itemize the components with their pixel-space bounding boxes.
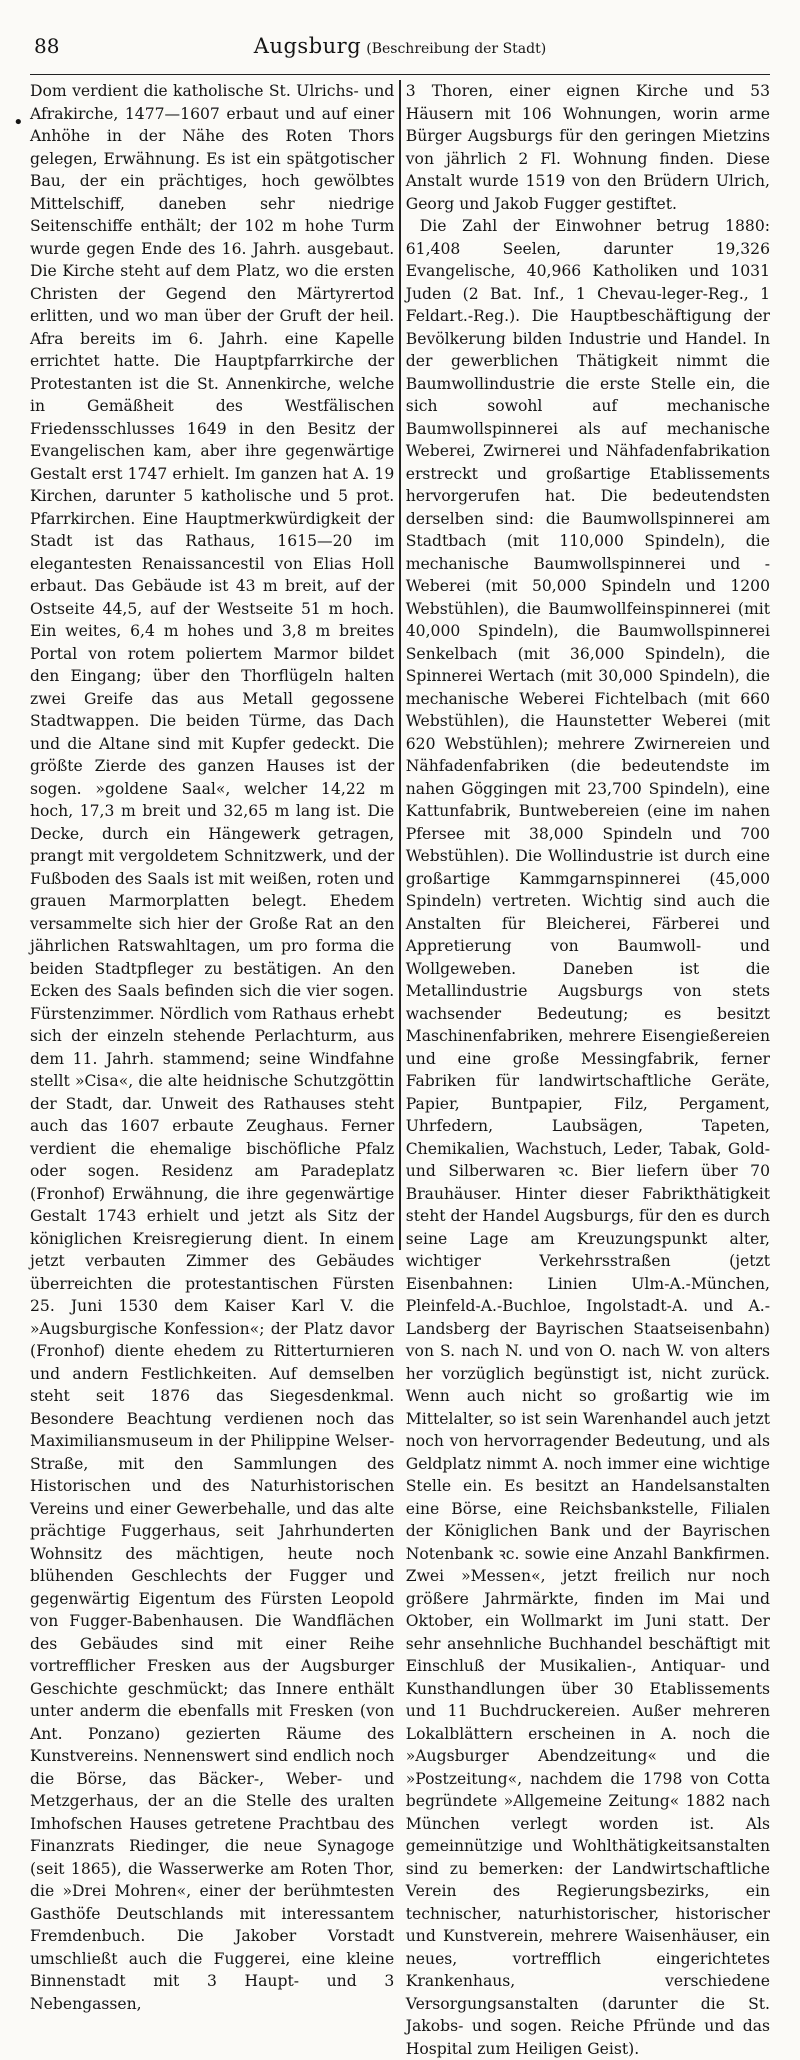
column-right-paragraph: Die Zahl der Einwohner betrug 1880: 61,408 Seelen, darunter 19,326 Evangelische, 40,966 Katholiken und 1031 Juden (2 Bat. Inf., 1 Chevau-leger-Reg., 1 Feldart.-Reg.). Die Hauptbeschäftigung der Bevölkerung bilden Industrie und Handel. In der gewerblichen Thätigkeit nimmt die Baumwollindustrie die erste Stelle ein, die sich sowohl auf mechanische Baumwollspinnerei als auf mechanische Weberei, Zwirnerei und Nähfadenfabrikation erstreckt und großartige Etablissements hervorgerufen hat. Die bedeutendsten derselben sind: die Baumwollspinnerei am Stadtbach (mit 110,000 Spindeln), die mechanische Baumwollspinnerei und -Weberei (mit 50,000 Spindeln und 1200 Webstühlen), die Baumwollfeinspinnerei (mit 40,000 Spindeln), die Baumwollspinnerei Senkelbach (mit 36,000 Spindeln), die Spinnerei Wertach (mit 30,000 Spindeln), die mechanische Weberei Fichtelbach (mit 660 Webstühlen), die Haunstetter Weberei (mit 620 Webstühlen); mehrere Zwirnereien und Nähfadenfabriken (die bedeutendste im nahen Göggingen mit 23,700 Spindeln), eine Kattunfabrik, Buntwebereien (eine im nahen Pfersee mit 38,000 Spindeln und 700 Webstühlen). Die Wollindustrie ist durch eine großartige Kammgarnspinnerei (45,000 Spindeln) vertreten. Wichtig sind auch die Anstalten für Bleicherei, Färberei und Appretierung von Baumwoll- und Wollgeweben. Daneben ist die Metallindustrie Augsburgs von stets wachsender Bedeutung; es besitzt Maschinenfabriken, mehrere Eisengießereien und eine große Messingfabrik, ferner Fabriken für landwirtschaftliche Geräte, Papier, Buntpapier, Filz, Pergament, Uhrfedern, Laubsägen, Tapeten, Chemikalien, Wachstuch, Leder, Tabak, Gold- und Silberwaren ꝛc. Bier liefern über 70 Brauhäuser. Hinter dieser Fabrikthätigkeit steht der Handel Augsburgs, für den es durch seine Lage am Kreuzungspunkt alter, wichtiger Verkehrsstraßen (jetzt Eisenbahnen: Linien Ulm-A.-München, Pleinfeld-A.-Buchloe, Ingolstadt-A. und A.-Landsberg der Bayrischen Staatseisenbahn) von S. nach N. und von O. nach W. von alters her vorzüglich begünstigt ist, nicht zurück. Wenn auch nicht so großartig wie im Mittelalter, so ist sein Warenhandel auch jetzt noch von hervorragender Bedeutung, und als Geldplatz nimmt A. noch immer eine wichtige Stelle ein. Es besitzt an Handelsanstalten eine Börse, eine Reichsbankstelle, Filialen der Königlichen Bank und der Bayrischen Notenbank ꝛc. sowie eine Anzahl Bankfirmen. Zwei »Messen«, jetzt freilich nur noch größere Jahrmärkte, finden im Mai und Oktober, ein Wollmarkt im Juni statt. Der sehr ansehnliche Buchhandel beschäftigt mit Einschluß der Musikalien-, Antiquar- und Kunsthandlungen über 30 Etablissements und 11 Buchdruckereien. Außer mehreren Lokalblättern erscheinen in A. noch die »Augsburger Abendzeitung« und die »Postzeitung«, nachdem die 1798 von Cotta begründete »Allgemeine Zeitung« 1882 nach München verlegt worden ist. Als gemeinnützige und Wohlthätigkeitsanstalten sind zu bemerken: der Landwirtschaftliche Verein des Regierungsbezirks, ein technischer, naturhistorischer, historischer und Kunstverein, mehrere Waisenhäuser, ein neues, vortrefflich eingerichtetes Krankenhaus, verschiedene Versorgungsanstalten (darunter die St. Jakobs- und sogen. Reiche Pfründe und das Hospital zum Heiligen Geist).	[405, 217, 771, 2058]
column-right-paragraph: 3 Thoren, einer eignen Kirche und 53 Häusern mit 106 Wohnungen, worin arme Bürger Augsburgs für den geringen Mietzins von jährlich 2 Fl. Wohnung finden. Diese Anstalt wurde 1519 von den Brüdern Ulrich, Georg und Jakob Fugger gestiftet.	[405, 82, 771, 213]
column-right	[405, 80, 771, 2058]
text-columns	[30, 80, 771, 2058]
column-left	[30, 80, 395, 2013]
running-head-title	[30, 34, 770, 58]
running-head-main: Augsburg	[253, 34, 362, 58]
margin-mark: •	[13, 112, 24, 133]
running-header	[30, 34, 770, 75]
page-number: 88	[34, 34, 60, 58]
column-left-paragraph: Dom verdient die katholische St. Ulrichs- und Afrakirche, 1477—1607 erbaut und auf einer Anhöhe in der Nähe des Roten Thors gelegen, Erwähnung. Es ist ein spätgotischer Bau, der ein prächtiges, hoch gewölbtes Mittelschiff, daneben sehr niedrige Seitenschiffe enthält; der 102 m hohe Turm wurde gegen Ende des 16. Jahrh. ausgebaut. Die Kirche steht auf dem Platz, wo die ersten Christen der Gegend den Märtyrertod erlitten, und wo man über der Gruft der heil. Afra bereits im 6. Jahrh. eine Kapelle errichtet hatte. Die Hauptpfarrkirche der Protestanten ist die St. Annenkirche, welche in Gemäßheit des Westfälischen Friedensschlusses 1649 in den Besitz der Evangelischen kam, aber ihre gegenwärtige Gestalt erst 1747 erhielt. Im ganzen hat A. 19 Kirchen, darunter 5 katholische und 5 prot. Pfarrkirchen. Eine Hauptmerkwürdigkeit der Stadt ist das Rathaus, 1615—20 im elegantesten Renaissancestil von Elias Holl erbaut. Das Gebäude ist 43 m breit, auf der Ostseite 44,5, auf der Westseite 51 m hoch. Ein weites, 6,4 m hohes und 3,8 m breites Portal von rotem poliertem Marmor bildet den Eingang; über den Thorflügeln halten zwei Greife das aus Metall gegossene Stadtwappen. Die beiden Türme, das Dach und die Altane sind mit Kupfer gedeckt. Die größte Zierde des ganzen Hauses ist der sogen. »goldene Saal«, welcher 14,22 m hoch, 17,3 m breit und 32,65 m lang ist. Die Decke, durch ein Hängewerk getragen, prangt mit vergoldetem Schnitzwerk, und der Fußboden des Saals ist mit weißen, roten und grauen Marmorplatten belegt. Ehedem versammelte sich hier der Große Rat an den jährlichen Ratswahltagen, um pro forma die beiden Stadtpfleger zu bestätigen. An den Ecken des Saals befinden sich die vier sogen. Fürstenzimmer. Nördlich vom Rathaus erhebt sich der einzeln stehende Perlachturm, aus dem 11. Jahrh. stammend; seine Windfahne stellt »Cisa«, die alte heidnische Schutzgöttin der Stadt, dar. Unweit des Rathauses steht auch das 1607 erbaute Zeughaus. Ferner verdient die ehemalige bischöfliche Pfalz oder sogen. Residenz am Paradeplatz (Fronhof) Erwähnung, die ihre gegenwärtige Gestalt 1743 erhielt und jetzt als Sitz der königlichen Kreisregierung dient. In einem jetzt verbauten Zimmer des Gebäudes überreichten die protestantischen Fürsten 25. Juni 1530 dem Kaiser Karl V. die »Augsburgische Konfession«; der Platz davor (Fronhof) diente ehedem zu Ritterturnieren und andern Festlichkeiten. Auf demselben steht seit 1876 das Siegesdenkmal. Besondere Beachtung verdienen noch das Maximiliansmuseum in der Philippine Welser-Straße, mit den Sammlungen des Historischen und des Naturhistorischen Vereins und einer Gewerbehalle, und das alte prächtige Fuggerhaus, seit Jahrhunderten Wohnsitz des mächtigen, heute noch blühenden Geschlechts der Fugger und gegenwärtig Eigentum des Fürsten Leopold von Fugger-Babenhausen. Die Wandflächen des Gebäudes sind mit einer Reihe vortrefflicher Fresken aus der Augsburger Geschichte geschmückt; das Innere enthält unter anderm die ebenfalls mit Fresken (von Ant. Ponzano) gezierten Räume des Kunstvereins. Nennenswert sind endlich noch die Börse, das Bäcker-, Weber- und Metzgerhaus, der an die Stelle des uralten Imhofschen Hauses getretene Prachtbau des Finanzrats Riedinger, die neue Synagoge (seit 1865), die Wasserwerke am Roten Thor, die »Drei Mohren«, einer der berühmtesten Gasthöfe Deutschlands mit interessantem Fremdenbuch. Die Jakober Vorstadt umschließt auch die Fuggerei, eine kleine Binnenstadt mit 3 Haupt- und 3 Nebengassen,	[30, 82, 395, 2013]
running-head-subtitle: (Beschreibung der Stadt)	[366, 41, 547, 57]
column-divider	[399, 80, 400, 1250]
